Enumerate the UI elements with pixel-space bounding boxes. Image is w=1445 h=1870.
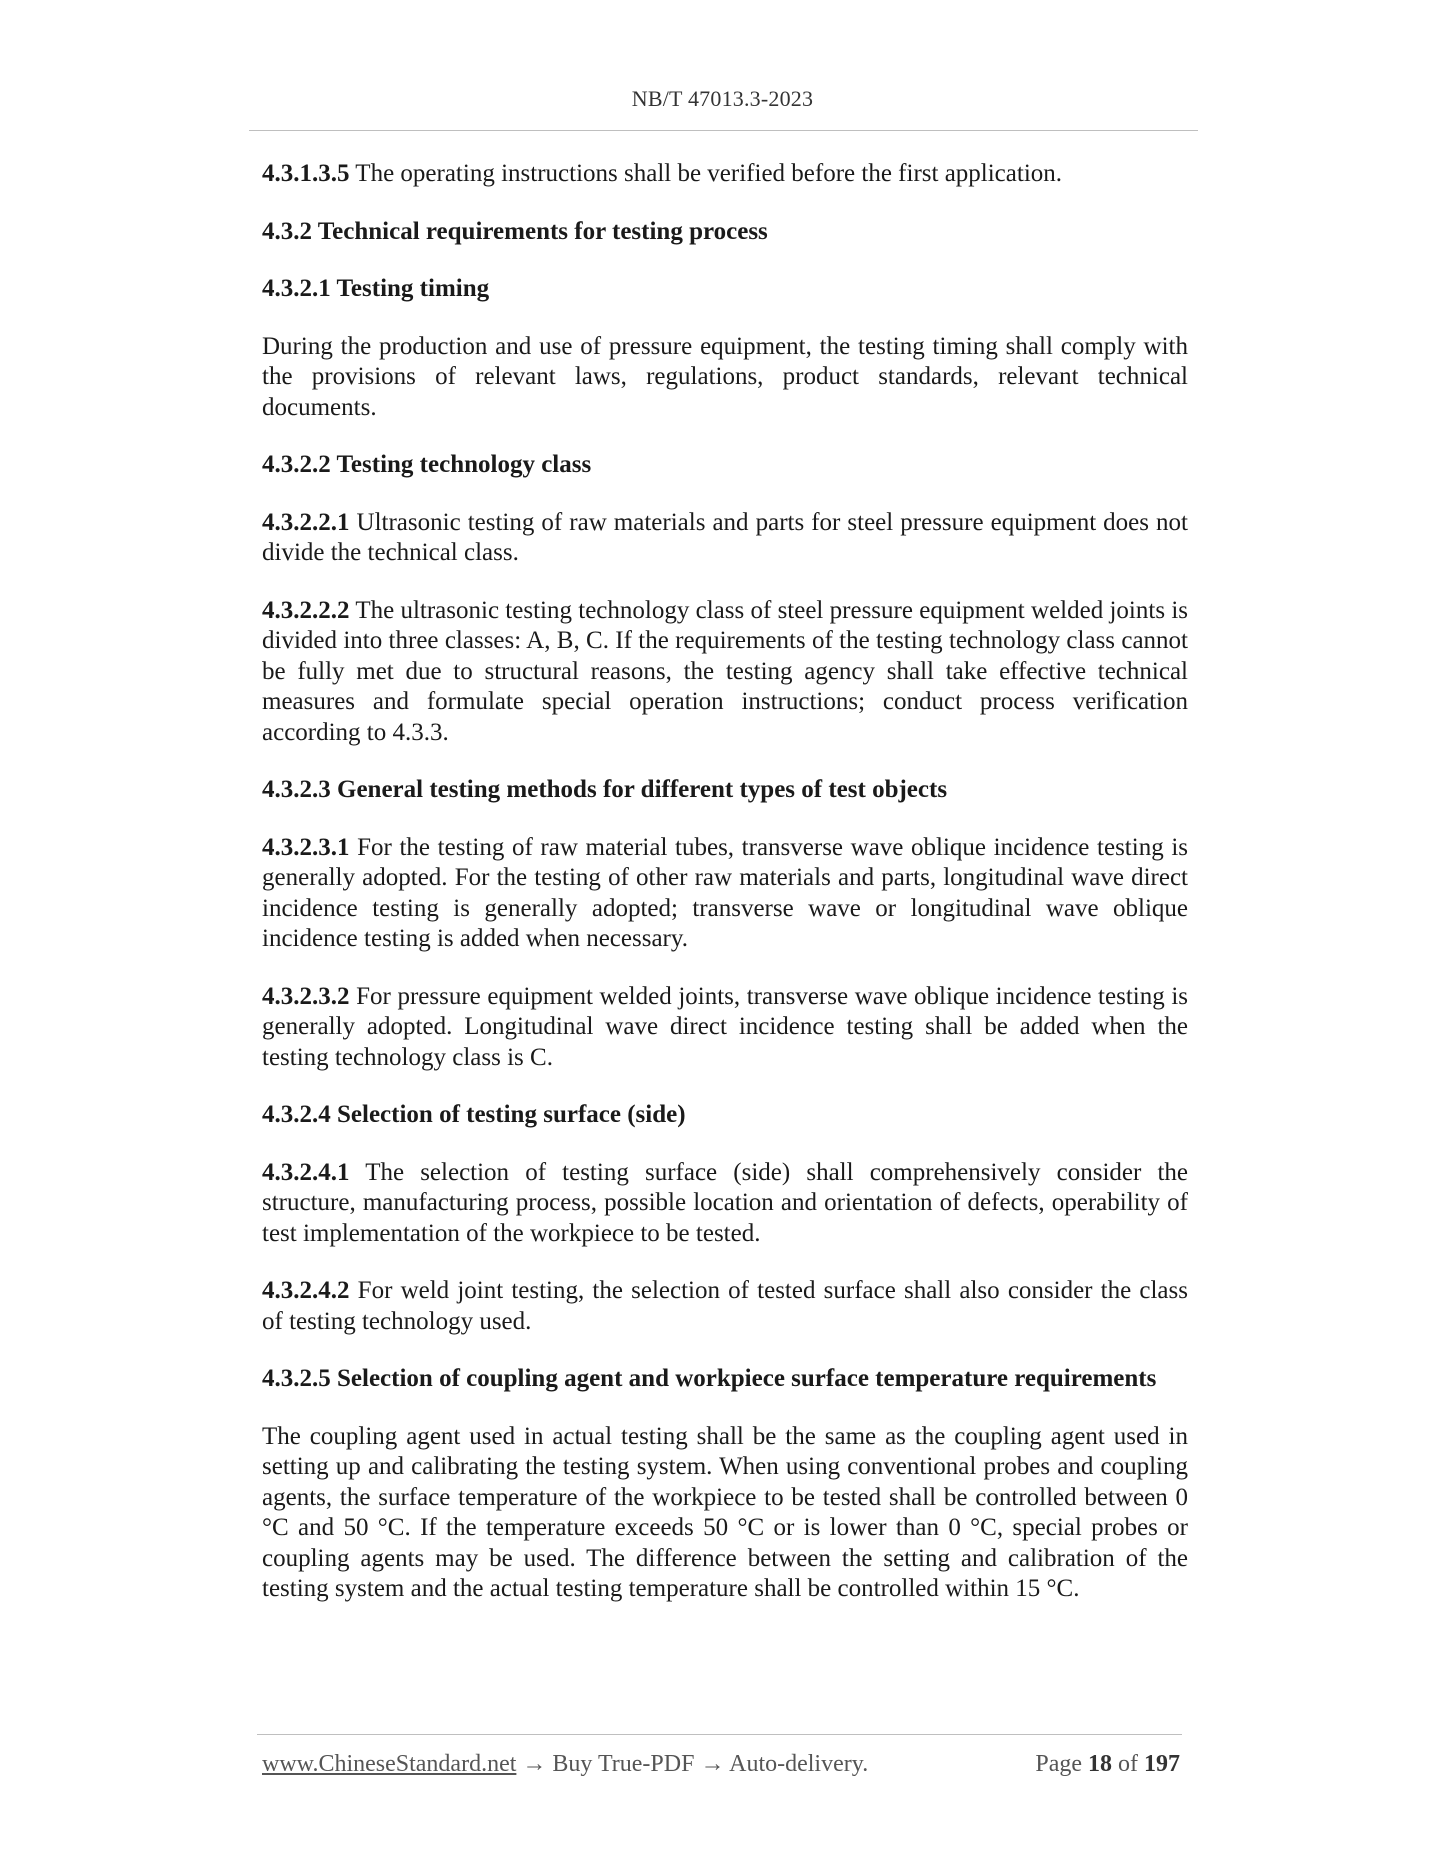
clause-text: For pressure equipment welded joints, transverse wave oblique incidence testing is generally adopted. Longitudinal wave direct incidence testing shall be added when the testing technology class is C. bbox=[262, 982, 1188, 1071]
clause-number: 4.3.2.2.2 bbox=[262, 596, 350, 624]
document-body bbox=[262, 159, 1188, 1632]
clause-text: The selection of testing surface (side) shall comprehensively consider the structure, manufacturing process, possible location and orientation of defects, operability of test implementation of the workpiece to be tested. bbox=[262, 1158, 1188, 1247]
footer-divider bbox=[257, 1734, 1182, 1735]
clause-4-3-2-4-2 bbox=[262, 1276, 1188, 1337]
clause-text: The operating instructions shall be verified before the first application. bbox=[349, 160, 1063, 187]
clause-text: For weld joint testing, the selection of tested surface shall also consider the class of testing technology used. bbox=[262, 1277, 1188, 1335]
clause-text: For the testing of raw material tubes, transverse wave oblique incidence testing is generally adopted. For the testing of other raw materials and parts, longitudinal wave direct incidence testing is generally adopted; transverse wave or longitudinal wave oblique incidence testing is added when necessary. bbox=[262, 833, 1188, 952]
clause-text: The ultrasonic testing technology class of steel pressure equipment welded joints is divided into three classes: A, B, C. If the requirements of the testing technology class cannot be fully met due to structural reasons, the testing agency shall take effective technical measures and formulate special operation instructions; conduct process verification according to 4.3.3. bbox=[262, 596, 1188, 746]
clause-number: 4.3.2.3.1 bbox=[262, 833, 350, 861]
clause-text: Ultrasonic testing of raw materials and parts for steel pressure equipment does not divide the technical class. bbox=[262, 508, 1188, 566]
header-divider bbox=[249, 130, 1198, 131]
heading-4-3-2-3: 4.3.2.3 General testing methods for different types of test objects bbox=[262, 776, 948, 803]
clause-number: 4.3.2.3.2 bbox=[262, 982, 350, 1010]
page-indicator bbox=[1035, 1751, 1180, 1778]
of-label: of bbox=[1112, 1751, 1144, 1777]
heading-4-3-2: 4.3.2 Technical requirements for testing process bbox=[262, 217, 768, 245]
footer-left bbox=[262, 1751, 868, 1778]
current-page-number: 18 bbox=[1088, 1751, 1112, 1777]
clause-4-3-2-4-1 bbox=[262, 1158, 1188, 1250]
total-pages: 197 bbox=[1144, 1751, 1180, 1777]
clause-4-3-1-3-5 bbox=[262, 159, 1188, 190]
footer-promo-text: → Buy True-PDF → Auto-delivery. bbox=[516, 1751, 869, 1777]
heading-4-3-2-5: 4.3.2.5 Selection of coupling agent and workpiece surface temperature requirements bbox=[262, 1365, 1157, 1392]
clause-number: 4.3.2.4.1 bbox=[262, 1158, 350, 1186]
clause-4-3-2-2-2 bbox=[262, 596, 1188, 749]
clause-number: 4.3.2.2.1 bbox=[262, 508, 350, 536]
heading-4-3-2-1: 4.3.2.1 Testing timing bbox=[262, 275, 490, 302]
clause-4-3-2-3-1 bbox=[262, 833, 1188, 955]
clause-number: 4.3.2.4.2 bbox=[262, 1277, 350, 1304]
clause-4-3-2-2-1 bbox=[262, 508, 1188, 569]
paragraph-coupling-agent: The coupling agent used in actual testing shall be the same as the coupling agent used in setting up and calibrating the testing system. When using conventional probes and coupling agents, the surface temperature of the workpiece to be tested shall be controlled between 0 °C and 50 °C. If the temperature exceeds 50 °C or is lower than 0 °C, special probes or coupling agents may be used. The difference between the setting and calibration of the testing system and the actual testing temperature shall be controlled within 15 °C. bbox=[262, 1422, 1188, 1602]
heading-4-3-2-2: 4.3.2.2 Testing technology class bbox=[262, 451, 592, 478]
clause-number: 4.3.1.3.5 bbox=[262, 160, 350, 187]
website-link[interactable]: www.ChineseStandard.net bbox=[262, 1751, 517, 1777]
clause-4-3-2-3-2 bbox=[262, 982, 1188, 1074]
page-footer bbox=[262, 1751, 1180, 1778]
heading-4-3-2-4: 4.3.2.4 Selection of testing surface (side) bbox=[262, 1101, 686, 1128]
paragraph-testing-timing: During the production and use of pressure equipment, the testing timing shall comply with the provisions of relevant laws, regulations, product standards, relevant technical documents. bbox=[262, 332, 1188, 421]
page-label: Page bbox=[1035, 1751, 1088, 1777]
document-header-id: NB/T 47013.3-2023 bbox=[631, 86, 814, 111]
